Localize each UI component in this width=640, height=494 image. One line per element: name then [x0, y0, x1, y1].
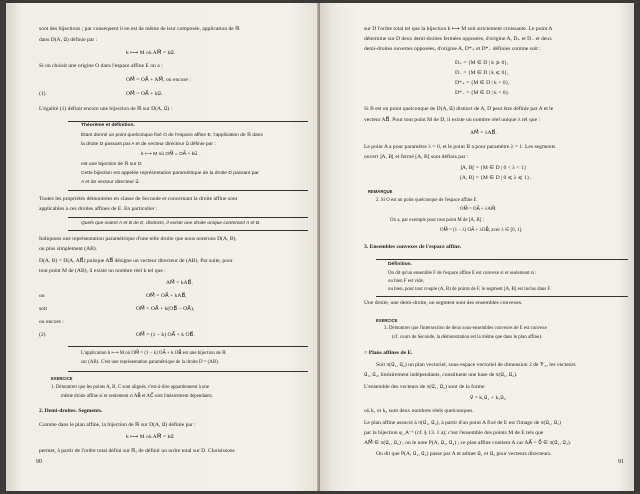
formula: OM⃗ = OA⃗ + kAB⃗, — [146, 293, 187, 299]
page-number: 90 — [36, 459, 42, 465]
text-line: permet, à partir de l'ordre total défini sur ℝ, de définir un ordre total sur D. Choisissons — [39, 448, 235, 454]
remark-formula: OM⃗ = (1 − λ) OA⃗ + λOB⃗, avec λ ∈ [0, 1]. — [440, 228, 523, 233]
text-line: où k₁ et k₂ sont deux nombres réels quelconques. — [364, 408, 474, 414]
text-line: ou encore : — [39, 319, 64, 325]
formula: k ⟼ M où AM⃗ = ku⃗. — [126, 50, 176, 56]
note-line: L'application k ⟼ M où OM⃗ = (1 − k) OA⃗ + k OB⃗ est une bijection de ℝ — [81, 351, 226, 356]
formula: AM⃗ = λAB⃗. — [470, 130, 497, 136]
definition-rule — [376, 296, 628, 297]
text-line: Le plan affine associé à π(u⃗₁, u⃗₂), à partir d'un point A fixé de E est l'image de π(u⃗₁, u⃗₂) — [364, 420, 561, 426]
equation-number: (1) — [39, 91, 46, 97]
set-definition: D*₊ = {M ∈ D | k > 0}, — [455, 80, 510, 86]
text-line: ou — [39, 293, 45, 299]
text-line: ou plus simplement (AB). — [39, 246, 98, 252]
definition-rule — [376, 259, 628, 260]
text-line: L'ensemble des vecteurs de π(u⃗₁, u⃗₂) sont de la forme — [364, 384, 485, 390]
text-line: tout point M de (AB), il existe un nombre réel k tel que : — [39, 268, 166, 274]
formula: OM⃗ = OA⃗ + AM⃗, ou encore : — [126, 77, 191, 83]
note-line: sur (AB). C'est une représentation paramétrique de la droite D = (AB). — [81, 360, 219, 365]
formula: v⃗ = k₁u⃗₁ + k₂u⃗₂ — [470, 395, 506, 401]
text-line: L'égalité (1) définit encore une bijection de ℝ sur D(A, u⃗) : — [39, 106, 173, 112]
text-line: AM⃗ ∈ π(u⃗₁, u⃗₂) ; on le note P(A, u⃗₁, u⃗₂) ; ce plan affine contient A car AA⃗ = 0⃗ ∈ π(u⃗₁, u⃗₂). — [364, 440, 572, 446]
exercise-line: 3. Démontrer que l'intersection de deux sous-ensembles convexes de E est convexe — [384, 326, 547, 331]
text-line: sur D l'ordre total tel que la bijection k ⟼ M soit strictement croissante. Le point A — [364, 26, 553, 32]
section-title: ○ Plans affines de E. — [364, 350, 413, 356]
italic-box-rule — [68, 230, 308, 231]
theorem-title: Théorème et définition. — [81, 123, 135, 128]
definition-line: ou bien F est vide, — [388, 279, 424, 284]
page-number: 91 — [618, 459, 624, 465]
theorem-line: Cette bijection est appelée représentation paramétrique de la droite D passant par — [81, 171, 259, 176]
left-page — [6, 3, 320, 491]
exercise-line: 1. Démontrer que les points A, B, C sont alignés, c'est-à-dire appartiennent à une — [51, 385, 210, 390]
set-definition: ]A, B[ = {M ∈ D | 0 < λ < 1} — [460, 165, 527, 171]
theorem-line: A et de vecteur directeur u⃗. — [81, 180, 140, 185]
formula: AM⃗ = kAB⃗. — [166, 280, 193, 286]
right-page — [320, 3, 634, 491]
text-line: ouvert ]A, B[ et fermé [A, B] sont définis par : — [364, 154, 469, 160]
definition-title: Définition. — [388, 262, 412, 267]
text-line: applicables à ces droites affines de E. En particulier : — [39, 206, 158, 212]
text-line: dans D(A, u⃗) définie par : — [39, 37, 98, 43]
remark-line: 2. Si O est un point quelconque de l'espace affine E — [376, 198, 477, 203]
text-line: demi-droites ouvertes opposées, d'origine A, D*₊ et D*₋ définies comme suit : — [364, 46, 541, 52]
exercise-line: (cf. cours de Seconde, la démonstration est la même que dans le plan affine). — [392, 335, 543, 340]
text-line: u⃗₁, u⃗₂, linéairement indépendants, constituent une base de π(u⃗₁, u⃗₂). — [364, 372, 518, 378]
exercise-label: EXERCICE — [376, 318, 398, 323]
theorem-line: la droite D passant par A et de vecteur directeur u⃗ définie par : — [81, 142, 216, 147]
formula: OM⃗ = OA⃗ + ku⃗. — [126, 91, 163, 97]
formula: k ⟼ M où AM⃗ = ku⃗ — [126, 434, 174, 440]
text-line: Toutes les propriétés démontrées en classe de Seconde et concernant la droite affine sont — [39, 196, 238, 202]
italic-statement: Quels que soient A et B de E, distincts, il existe une droite unique contenant A et B. — [81, 221, 261, 226]
theorem-rule — [68, 121, 308, 122]
text-line: Une droite, une demi-droite, un segment sont des ensembles convexes. — [364, 300, 523, 306]
text-line: Comme dans le plan affine, la bijection de ℝ sur D(A, u⃗) définie par : — [39, 422, 196, 428]
exercise-line: même droite affine si et seulement si AB⃗ et AC⃗ sont linéairement dépendants. — [61, 394, 213, 399]
text-line: soit — [39, 306, 48, 312]
definition-line: On dit qu'un ensemble F de l'espace affine E est convexe si et seulement si : — [388, 271, 537, 276]
text-line: Indiquons une représentation paramétrique d'une telle droite que nous noterons D(A, B), — [39, 236, 237, 242]
formula: OM⃗ = (1 − k) OA⃗ + k OB⃗. — [136, 332, 195, 338]
set-definition: D*₋ = {M ∈ D | k < 0}. — [455, 90, 510, 96]
book-spread — [6, 3, 634, 491]
note-rule — [68, 346, 308, 347]
text-line: Si on choisit une origine O dans l'espace affine E on a : — [39, 63, 163, 69]
set-definition: D₊ = {M ∈ D | k ⩾ 0}, — [455, 60, 509, 66]
formula: OM⃗ = OA⃗ + k(OB⃗ − OA⃗), — [136, 306, 195, 312]
set-definition: [A, B] = {M ∈ D | 0 ⩽ λ ⩽ 1}. — [460, 175, 531, 181]
equation-number: (2) — [39, 332, 46, 338]
exercise-label: EXERCICE — [51, 376, 73, 381]
italic-box-rule — [68, 217, 308, 218]
text-line: vecteur AB⃗. Pour tout point M de D, il existe un nombre réel unique λ tel que : — [364, 117, 541, 123]
text-line: Si B est un point quelconque de D(A, u⃗) distinct de A, D peut être définie par A et le — [364, 106, 554, 112]
theorem-formula: k ⟼ M où OM⃗ = OA⃗ + ku⃗ — [141, 152, 198, 157]
text-line: D(A, B) = D(A, AB⃗) puisque AB⃗ désigne un vecteur directeur de (AB). Par suite, pour — [39, 258, 233, 264]
remark-label: REMARQUE — [368, 189, 393, 194]
definition-line: ou bien, pour tout couple (A, B) de points de F, le segment [A, B] est inclus dans F. — [388, 287, 551, 292]
theorem-bottom-rule — [68, 190, 308, 191]
set-definition: D₋ = {M ∈ D | k ⩽ 0}, — [455, 70, 509, 76]
section-title: 3. Ensembles convexes de l'espace affine. — [364, 244, 462, 250]
theorem-line: est une bijection de ℝ sur D. — [81, 162, 143, 167]
text-line: sont des bijections ; par conséquent il en est de même de leur composée, application de ℝ — [39, 26, 240, 32]
remark-line: On a, par exemple pour tout point M de [A, B] : — [390, 218, 484, 223]
text-line: par la bijection φ_A⁻¹ (cf. § 13. 1 a); c'est l'ensemble des points M de E tels que — [364, 430, 544, 436]
text-line: Soit π(u⃗₁, u⃗₂) un plan vectoriel, sous-espace vectoriel de dimension 2 de 𝒱₃, les vecteurs — [376, 362, 576, 368]
remark-formula: OM⃗ = OA⃗ + λAM⃗. — [460, 207, 497, 212]
text-line: On dit que P(A, u⃗₁, u⃗₂) passe par A et admet u⃗₁ et u⃗₂ pour vecteurs directeurs. — [376, 451, 552, 457]
note-rule — [68, 371, 308, 372]
section-title: 2. Demi-droites. Segments. — [39, 408, 103, 414]
text-line: détermine sur D deux demi-droites fermées opposées, d'origine A, D₊ et D₋ et deux — [364, 36, 552, 42]
text-line: Le point A a pour paramètre λ = 0, et le point B a pour paramètre λ = 1. Les segments — [364, 144, 556, 150]
theorem-line: Étant donné un point quelconque fixé O de l'espace affine E, l'application de ℝ dans — [81, 133, 263, 138]
